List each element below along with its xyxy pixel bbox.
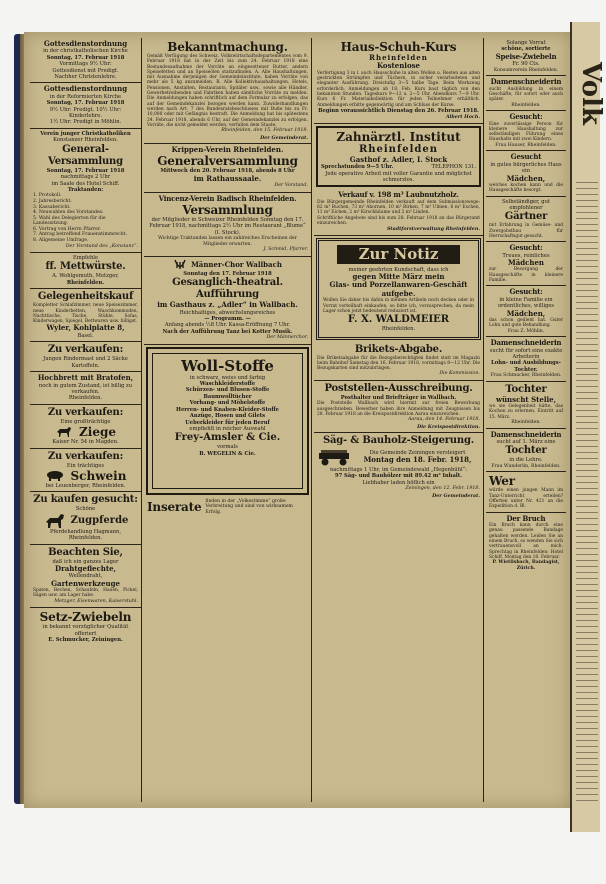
ad-damenschneiderin-2 xyxy=(486,337,566,382)
ad-line: Anfang abends ½8 Uhr. Kassa-Eröffnung 7 Uhr. xyxy=(164,322,291,329)
ad-headline: Der Bruch xyxy=(506,513,546,523)
ad-body: Die Briketsabgabe für die Bezugsberechtigten findet statt im Magazin beim Bahnhof Samstag den 16. Februar 1918, vormittags 8—12 Uhr. Die Bezugskarten sind mitzubringen. xyxy=(317,355,480,372)
ad-title: Vincenz-Verein Badisch Rheinfelden. xyxy=(158,193,297,203)
ad-line: Frau Z. Möhlin. xyxy=(507,328,545,334)
ad-gelegenheitskauf xyxy=(30,289,141,342)
ad-title: Krippen-Verein Rheinfelden. xyxy=(171,144,284,154)
ad-line: Rheinfelden xyxy=(358,143,439,155)
ad-row-text xyxy=(355,450,480,465)
ad-body: Wichtige Traktanden lassen ein zahlreiches Erscheinen der Mitglieder erwarten. xyxy=(158,236,297,247)
ad-line: Lohn- und Ausbildungs-Tochter. xyxy=(491,360,561,373)
ad-headline: Mädchen xyxy=(507,258,545,268)
ad-signature: Stadtforstverwaltung Rheinfelden. xyxy=(386,226,480,233)
ad-woll-stoffe xyxy=(146,347,309,495)
ad-subtitle: Konstanzer Rheinfelden. xyxy=(53,137,118,144)
horse-icon xyxy=(43,513,67,529)
ad-title: Verein junger Christkatholiken xyxy=(40,130,131,137)
ad-gesucht-2 xyxy=(486,151,566,196)
ad-date: Sonntag, 17. Februar 1918 xyxy=(46,54,125,61)
ad-line: schöne, sortierte xyxy=(501,46,551,53)
ad-body: der Mitglieder in Schweizer Rheinfelden Sonntag den 17. Februar 1918, nachmittags 2½ Uhr im Restaurant „Blume“ (I. Stock). xyxy=(149,217,306,236)
ad-subtitle: in der Reformierten Kirche xyxy=(49,93,122,100)
ad-zur-notiz xyxy=(316,238,481,340)
ad-headline: Gesucht: xyxy=(509,243,543,253)
ad-zugpferde xyxy=(30,492,141,544)
ad-signature: Die Kommission. xyxy=(439,371,480,377)
ad-gaertner xyxy=(486,197,566,243)
ad-signature: Aarau, den 14. Februar 1918. xyxy=(407,417,480,423)
column-2 xyxy=(144,38,312,802)
ad-line: sucht für sofort eine exakte Arbeiterin xyxy=(489,347,563,360)
ad-headline: Zu verkaufen: xyxy=(47,344,124,356)
ad-wer xyxy=(486,472,566,512)
ad-vincenz-verein xyxy=(144,193,311,257)
ad-row xyxy=(33,425,138,439)
ad-line: Rheinfelden. xyxy=(68,395,103,402)
ad-line: Schöne xyxy=(75,506,96,513)
ad-setz-zwiebeln xyxy=(30,608,141,645)
ad-frame xyxy=(152,353,303,489)
ad-line: daß ich ein ganzes Lager xyxy=(52,558,119,565)
ad-body: sucht Ausbildung in einem Geschäfte, für sofort oder auch später. xyxy=(489,86,563,103)
ad-line: Nach der Aufführung Tanz bei Kotter Musik. xyxy=(162,328,293,335)
ad-bauholz xyxy=(314,433,483,501)
ad-body: würde einen jungen Mann im Tanz-Unterricht erteilen? Offerten unter Nr. 421 an die Expedition d. Bl. xyxy=(489,488,563,510)
ad-line: Rheinfelden. xyxy=(381,326,416,333)
ad-body: Jungen Rindermast und 2 Säcke Kartoffeln. xyxy=(43,356,128,369)
ad-line: Posthalter und Briefträger in Wallbach. xyxy=(340,394,457,401)
ad-line: Die Gemeinde Zeiningen versteigert xyxy=(369,449,466,456)
ad-line: im Rathaussaale. xyxy=(193,173,262,183)
ad-signature: Zeiningen, den 12. Febr. 1918. xyxy=(405,486,480,492)
ad-gesucht-4 xyxy=(486,286,566,337)
ad-body: das schon gedient hat. Guter Lohn und gute Behandlung. xyxy=(489,317,563,329)
ad-line: Schürzen- und Blusen-Stoffe xyxy=(185,387,270,394)
list-item: 6. Vortrag von Herrn Pfarrer. xyxy=(33,226,101,232)
ad-line: Wellendraht, xyxy=(68,573,103,580)
ad-body: Ein Bruch kann durch eine genau passende Bandage gehalten werden. Leiden Sie an einem Bruch, so wenden Sie sich vertrauensvoll an mich. Sprechtag in Rheinfelden: Hotel Schiff, Montag den 18. Februar. xyxy=(489,523,563,560)
ad-headline: Zu verkaufen: xyxy=(47,406,124,418)
list-item: 3. Kassabericht. xyxy=(33,204,71,210)
ad-headline: Zugpferde xyxy=(70,514,129,526)
ad-line: Herren- und Knaben-Kleider-Stoffe xyxy=(176,406,279,413)
ad-headline: Inserate xyxy=(147,500,202,515)
ad-body: Schriftliche Angebote sind bis zum 28. Februar 1918 an das Bürgeramt einzureichen. xyxy=(317,215,480,226)
ad-gottesdienst-reform xyxy=(30,83,141,128)
ad-headline: Gesucht: xyxy=(509,112,543,122)
ad-line: vormals xyxy=(217,444,238,451)
ad-body: Kaiser Nr. 54 in Magden. xyxy=(52,439,119,446)
ad-headline: Bekanntmachung. xyxy=(167,40,288,54)
ad-body: welches kochen kann und die Hausgeschäfte besorgt. xyxy=(489,182,563,194)
ad-haus-schuh-kurs xyxy=(314,38,483,124)
ad-headline: Gesucht xyxy=(510,152,542,162)
ad-headline: Haus-Schuh-Kurs xyxy=(340,40,457,54)
ad-signature: Der Vorstand des „Konstanz“. xyxy=(65,243,138,249)
ad-line: empfiehlt in reicher Auswahl xyxy=(189,425,266,432)
list-item: 1. Protokoll. xyxy=(33,193,62,199)
ad-line: Frau Hauser, Rheinfelden. xyxy=(495,142,557,148)
list-item: 4. Neuwahlen des Vorstandes. xyxy=(33,210,104,216)
ad-body: Gemäß Verfügung des Schweiz. Volkswirtschaftsdepartementes vom 9. Februar 1918 hat in der Zeit bis zum 24. Februar 1918 eine Bestandesaufnahme der Vorräte an eingesottener Butter, andern Speisefetten und an Speiseölen stattzufinden. A. Alle Haushaltungen, mit Ausnahme derjenigen der Gemeindeinstitute, haben Vorräte von mehr als 5 kg anzumelden. B. Alle Kollektivhaushaltungen, Hotels, Pensionen, Anstalten, Restaurants, Spitäler usw., sowie alle Händler, Gewerbetreibenden und Fabriken haben sämtliche Vorräte zu melden. Die Anmeldungen haben schriftlich auf dem Formular zu erfolgen, das auf der Gemeindekanzlei bezogen werden kann. Zuwiderhandlungen werden nach Art. 7 des Bundesratsbeschlusses mit Buße bis zu Fr. 10,000 oder mit Gefängnis bestraft. Die Anmeldung hat bis spätestens 24. Februar 1918, abends 6 Uhr, auf der Gemeindekanzlei zu erfolgen. Vorräte, die nicht gemeldet werden, verfallen dem Staate. xyxy=(147,54,308,128)
ad-line: Eine großträchtige xyxy=(60,418,111,425)
ad-verein-christkath xyxy=(30,129,141,253)
ad-line: TELEPHON 131. xyxy=(431,164,476,171)
list-item: 5. Wahl des Delegierten für die Landessitzung. xyxy=(33,215,106,227)
ad-row xyxy=(33,513,138,529)
list-item: 8. Allgemeine Umfrage. xyxy=(33,238,89,244)
ad-body: Kompletter Schlafzimmer, neue Speisezimmer, neue Kinderbetten, Waschkommoden, Nachttische, Tische, Stühle, Sofas, Kinderwagen, Spiegel, Bettwaren usw. billigst. xyxy=(33,303,138,325)
ad-line: aufgebe. xyxy=(381,288,416,298)
ad-firm: F. X. WALDMEIER xyxy=(347,314,450,326)
ad-line: Kostenlose xyxy=(376,61,421,71)
goat-icon xyxy=(55,426,73,438)
ad-headline: Damenschneiderin xyxy=(490,77,562,87)
ad-line: Wyler, Kohlplatte 8, xyxy=(46,323,125,333)
column-4 xyxy=(486,38,566,802)
ad-line: Ein trächtiges xyxy=(66,462,105,469)
ad-line: Anzüge, Hosen und Gilets xyxy=(189,413,266,420)
ad-line: B. WEGELIN & Cie. xyxy=(199,450,256,457)
ad-line: nachmittags 2 Uhr xyxy=(60,174,111,181)
ad-maennerchor xyxy=(144,257,311,345)
ad-line: P. Wietlisbach, Bandagist, Zürich. xyxy=(492,560,560,571)
ad-signature: Die Kreispostdirektion. xyxy=(417,423,480,430)
ad-headline: Gesanglich-theatral. Aufführung xyxy=(172,277,283,301)
ad-headline: ff. Mettwürste. xyxy=(45,261,126,273)
ad-body: noch in gutem Zustand, ist billig zu verkaufen. xyxy=(38,382,133,395)
ad-speise-zwiebeln xyxy=(486,38,566,76)
ad-line: Baumwolltücher xyxy=(203,393,252,400)
ad-headline: Mädchen, xyxy=(506,173,546,183)
ad-damenschneiderin-1 xyxy=(486,76,566,111)
ad-headline: Zahnärztl. Institut xyxy=(336,129,461,144)
ad-line: A. Wohlgemuth, Metzger, xyxy=(52,273,119,280)
ad-headline: Setz-Zwiebeln xyxy=(39,610,132,625)
ad-row xyxy=(33,469,138,483)
ad-line: Waschkleiderstoffe xyxy=(199,381,256,388)
ad-body: Eine zuverlässige Person für kleinere Haushaltung zur selbständigen Führung eines Haushalts mit zwei Kindern. xyxy=(489,121,563,143)
newspaper-page xyxy=(24,32,570,808)
ad-title: Gottesdienstordnung xyxy=(43,39,128,48)
adjacent-page xyxy=(570,22,606,832)
list-item: 2. Jahresbericht. xyxy=(33,198,72,204)
ad-line: Sprechstunden 9—5 Uhr. xyxy=(321,164,394,171)
ad-body: finden in der „Volksstimme“ große Verbreitung und sind von wirksamem Erfolg. xyxy=(205,498,293,515)
ad-line: Empfehle xyxy=(72,255,99,262)
ad-schwein xyxy=(30,449,141,493)
ad-headline: Poststellen-Ausschreibung. xyxy=(324,382,473,394)
ad-line: gegen Mitte März mein xyxy=(352,272,445,282)
ad-headline: Gartenwerkzeuge xyxy=(51,578,120,588)
ad-headline: Gärtner xyxy=(504,211,548,223)
ad-headline: Hochbrett mit Bratofen, xyxy=(37,373,134,383)
ad-line: Gasthof z. Adler, I. Stock xyxy=(349,154,448,164)
ad-line: in kleine Familie ein ordentliches, williges xyxy=(497,296,555,310)
ad-headline: Gesucht: xyxy=(509,287,543,297)
ad-body: wo sie Gelegenheit hätte, das Kochen zu erlernen. Eintritt auf 15. März. xyxy=(489,404,563,420)
ad-row xyxy=(147,259,308,271)
adjacent-page-heading: Volk xyxy=(576,62,606,126)
ad-headline: General-Versammlung xyxy=(48,143,123,167)
ad-body: nachmittags 1 Uhr, im Gemeindewald „Hegenbühl“: xyxy=(329,466,468,473)
ad-inserate xyxy=(144,497,311,518)
ad-line: in gutes bürgerliches Haus ein xyxy=(490,161,562,175)
ad-line: E. Schmucker, Zeiningen. xyxy=(48,637,123,643)
ad-line: Fr. 90 Cts. xyxy=(512,61,540,68)
ad-line: Nachher Christenlehre. xyxy=(54,74,117,81)
ad-date: Sonntag, 17. Februar 1918 xyxy=(46,167,125,174)
ad-row xyxy=(317,447,480,467)
ad-title: Gottesdienstordnung xyxy=(43,84,128,94)
list-item: 7. Antrag betreffend Frauenstimmrecht. xyxy=(33,232,127,238)
ad-headline: Verkauf v. 198 m³ Laubnutzholz. xyxy=(338,190,459,200)
ad-line: im Saale des Hotel Schiff. xyxy=(51,180,120,187)
ad-tochter-stelle xyxy=(486,382,566,429)
ad-gesucht-3 xyxy=(486,242,566,286)
ad-body: Jede operative Arbeit mit voller Garantie und möglichst schmerzlos. xyxy=(325,170,472,183)
ad-line: sucht auf 1. März eine xyxy=(496,439,556,446)
ad-date: Mittwoch den 20. Februar 1918, abends 8 Uhr xyxy=(160,168,295,175)
ad-signature: J. Schmid, Pfarrer. xyxy=(263,247,308,253)
ad-signature: Metzger, Eisenwaren, Kaiserstuhl. xyxy=(54,598,138,604)
traktanden-list xyxy=(33,193,138,243)
ad-headline: Speise-Zwiebeln xyxy=(495,51,557,61)
ad-line: Rheinfelden. xyxy=(511,102,541,108)
ad-bekanntmachung xyxy=(144,38,311,144)
ad-signature: Der Vorstand. xyxy=(274,183,308,189)
ad-headline: Tochter xyxy=(505,445,547,457)
ad-line: — Programm. — xyxy=(204,316,251,323)
ad-line: Selbständiger, gut empfohlener xyxy=(501,198,551,211)
ad-subtitle: in der christkatholischen Kirche xyxy=(43,48,128,55)
ad-line: Liebhaber laden höflich ein xyxy=(362,479,435,486)
ad-title: Männer-Chor Wallbach xyxy=(191,259,282,269)
ad-line: Frau Wunderlin, Rheinfelden. xyxy=(491,463,561,469)
ad-date: Sonntag den 17. Februar 1918 xyxy=(183,270,272,277)
ad-hochbrett xyxy=(30,372,141,405)
column-3 xyxy=(314,38,484,802)
ad-headline: Beachten Sie, xyxy=(48,546,123,558)
ad-headline: Generalversammlung xyxy=(157,154,298,169)
ad-line: Reichhaltiges, abwechslungsreiches xyxy=(179,309,276,316)
ad-headline: Säg- & Bauholz-Steigerung. xyxy=(322,434,475,446)
ad-line: Solange Vorrat xyxy=(506,40,546,46)
ad-line: in schwarz, weiss und farbig xyxy=(189,374,266,381)
ad-line: Konsumverein Rheinfelden. xyxy=(493,67,559,73)
ad-signature: Albert Hoch. xyxy=(445,114,480,121)
ad-poststellen xyxy=(314,381,483,433)
ad-line: Rheinfelden xyxy=(369,53,428,62)
ad-line: Glas- und Porzellanwaren-Geschäft xyxy=(329,280,468,290)
ad-line: im Gasthaus z. „Adler“ in Wallbach. xyxy=(157,300,298,310)
ad-body: zur Besorgung der Hausgeschäfte in kleinere Familie. xyxy=(489,267,563,284)
ad-line: Gottesdienst mit Predigt. xyxy=(52,67,119,74)
ad-body: Spaten, Rechen, Schaufeln, Hauen, Pickel, Sägen usw. am Lager habe. xyxy=(33,588,138,599)
ad-body: bei Leuenberger, Rheinfelden. xyxy=(45,482,126,489)
ad-signature: Der Gemeinderat. xyxy=(432,492,480,499)
ad-line: Vorhang- und Möbelstoffe xyxy=(189,400,266,407)
ad-signature: Rheinfelden, den 15. Februar 1918. xyxy=(221,128,308,134)
ad-line: Treues, reinliches xyxy=(502,252,550,259)
ad-line: meiner geehrten Kundschaft, dass ich xyxy=(348,266,449,273)
ad-zahnarzt xyxy=(316,126,481,188)
ad-headline: Schwein xyxy=(70,468,127,483)
ad-line: Basel. xyxy=(77,332,94,339)
ad-laubnutzholz xyxy=(314,189,483,235)
ad-line: 97 Säg- und Bauhölzer mit 89.42 m³ Inhalt. xyxy=(335,473,462,480)
ad-line: Traktanden: xyxy=(67,186,104,193)
ad-headline: Tochter xyxy=(505,383,547,395)
ad-date: Sonntag, 17. Februar 1918 xyxy=(46,100,125,107)
ad-firm: Frey-Amsler & Cie. xyxy=(174,432,281,444)
ad-mettwuerste xyxy=(30,253,141,289)
ad-headline: Brikets-Abgabe. xyxy=(354,343,443,355)
ad-line: in die Lehre. xyxy=(509,457,543,464)
ad-gottesdienst-christkath xyxy=(30,38,141,83)
ad-signature: Der Gemeinderat. xyxy=(260,134,308,141)
ad-date: Montag den 18. Febr. 1918, xyxy=(363,454,472,464)
column-1 xyxy=(30,38,142,802)
log-wagon-icon xyxy=(317,447,351,467)
ad-body: Die Poststelle Wallbach wird hiermit zur freien Bewerbung ausgeschrieben. Bewerber haben ihre Anmeldung mit Zeugnissen bis 28. Februar 1918 an die Kreispostdirektion Aarau einzureichen. xyxy=(317,401,480,417)
ad-damenschneiderin-3 xyxy=(486,429,566,473)
ad-signature: Der Männerchor. xyxy=(266,335,308,341)
ad-line: Rheinfelden. xyxy=(511,420,541,426)
ad-headline: Zu verkaufen: xyxy=(47,450,124,462)
adjacent-page-text-lines xyxy=(576,182,598,802)
ad-body: mit Erfahrung in Gemüse- und Zwergobstbau für Herrschaftsgut gesucht. xyxy=(489,223,563,239)
ad-ziege xyxy=(30,405,141,449)
ad-body: Pferdehandlung Hagmann, Rheinfelden. xyxy=(49,528,122,542)
ad-headline: Damenschneiderin xyxy=(490,429,562,439)
ad-headline: Zu kaufen gesucht: xyxy=(33,494,138,506)
ad-zu-verkaufen-1 xyxy=(30,342,141,372)
ad-headline: Zur Notiz xyxy=(337,245,460,264)
lyre-icon xyxy=(173,259,187,271)
ad-date: Beginn voraussichtlich Dienstag den 26. Februar 1918. xyxy=(318,107,479,114)
ad-headline: Wer xyxy=(489,474,515,489)
ad-body: Verfertigung 3 in l. auch Hausschuhe in alten Wollen u. Resten aus alten gestrickten Strümpfen und Tüchern, in sicher verarbeiteten und eleganter Ausführung. Dreistufig 3—5 halbe Tage. Beim Werkzeug erforderlich. Anmeldungen ab 18. Feb. Kurs baut täglich von den bekannten Stunden. Tageskurs 9—12 u. 2—5 Uhr. Abendkurs 7—9 Uhr. Kurs 6 Fr. Materialkollektion für jeden Teilnehmer erhältlich. Anmeldungen erbitte gegenwärtig und am Schluss der Kurse. xyxy=(317,70,480,108)
ad-line: 9½ Uhr: Predigt. 10½ Uhr: Kinderlehre. xyxy=(49,106,122,120)
ad-headline: Mädchen, xyxy=(506,308,546,318)
ad-headline: Drahtgeflechte, xyxy=(55,563,116,573)
ad-brikets xyxy=(314,342,483,381)
ad-headline: Gelegenheitskauf xyxy=(37,291,134,303)
ad-line: Vormittags 9½ Uhr: xyxy=(59,61,112,68)
ad-gesucht-1 xyxy=(486,111,566,151)
ad-line: Frau Schmucker, Rheinfelden. xyxy=(490,373,562,379)
ad-body: in bekannt vorzüglicher Qualität offeriert xyxy=(42,624,129,637)
ad-headline: Damenschneiderin xyxy=(490,338,562,348)
ad-body: Wollen Sie daher bis dahin in meinen Artikeln noch decken oder in Vorrat vorteilhaft einkaufen, so bitte ich, vorzusprechen, da mein Lager schon jetzt bedeutend reduziert ist. xyxy=(323,298,474,314)
ad-line: Ueberkleider für jeden Beruf xyxy=(185,419,270,426)
ad-headline: Ziege xyxy=(79,425,116,440)
ad-bruch xyxy=(486,513,566,574)
ad-drahtgeflechte xyxy=(30,545,141,609)
ad-line: 1½ Uhr: Predigt in Möhlin. xyxy=(49,119,122,126)
ad-headline: Versammlung xyxy=(182,203,273,217)
ad-body: Die Bürgergemeinde Rheinfelden verkauft auf dem Submissionswege: 82 m³ Buchen, 73 m³ Ahornen, 10 m³ Birken, 7 m³ Ulmen, 6 m³ Eschen, 11 m³ Eichen, 2 m³ Kirschbäume und 2 m³ Linden. xyxy=(317,199,480,216)
ad-krippen-verein xyxy=(144,144,311,193)
ad-headline: Woll-Stoffe xyxy=(181,356,274,375)
ad-headline: wünscht Stelle, xyxy=(495,394,557,404)
pig-icon xyxy=(45,470,65,481)
ad-line: Rheinfelden. xyxy=(66,279,105,286)
